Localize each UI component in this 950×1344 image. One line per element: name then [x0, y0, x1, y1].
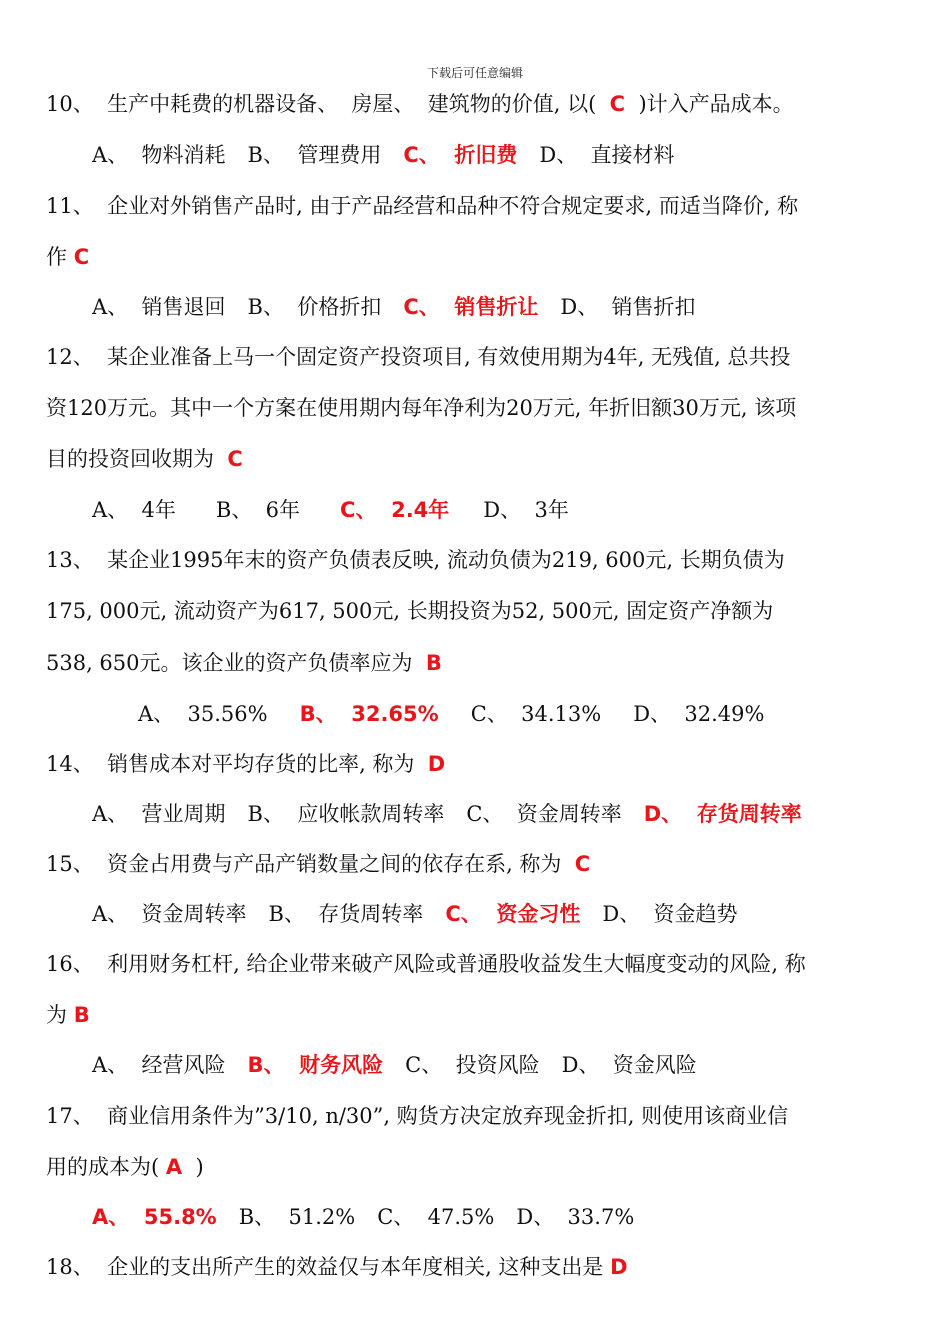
- question-13-answer: B: [425, 651, 442, 675]
- question-10-text-end: )计入产品成本。: [625, 92, 794, 116]
- option-a: A、 物料消耗: [92, 143, 226, 167]
- question-16-options: [92, 1051, 719, 1079]
- option-d: D、 销售折扣: [560, 295, 696, 319]
- option-b-correct: B、 财务风险: [247, 1053, 384, 1077]
- question-17-text-end: ): [182, 1155, 204, 1179]
- question-12-answer: C: [227, 447, 243, 471]
- option-b: B、 6年: [215, 498, 301, 522]
- option-d: D、 33.7%: [516, 1205, 635, 1229]
- question-13-line-2: 175, 000元, 流动资产为617, 500元, 长期投资为52, 500元, 固定资产净额为: [46, 599, 774, 623]
- question-12-text: 目的投资回收期为: [46, 447, 228, 471]
- option-b: B、 价格折扣: [247, 295, 382, 319]
- question-11-options: [92, 293, 718, 321]
- option-a: A、 销售退回: [92, 295, 226, 319]
- question-15-line-1: [46, 850, 590, 878]
- question-15-text: 15、 资金占用费与产品产销数量之间的依存在系, 称为: [46, 852, 575, 876]
- option-d: D、 3年: [483, 498, 569, 522]
- question-13-options: [138, 700, 786, 728]
- question-16-line-1: 16、 利用财务杠杆, 给企业带来破产风险或普通股收益发生大幅度变动的风险, 称: [46, 952, 806, 976]
- option-b: B、 管理费用: [247, 143, 382, 167]
- question-14-options: [92, 800, 824, 828]
- question-18-text: 18、 企业的支出所产生的效益仅与本年度相关, 这种支出是: [46, 1255, 611, 1279]
- option-c-correct: C、 2.4年: [340, 498, 450, 522]
- question-15-options: [92, 900, 760, 928]
- option-c-correct: C、 资金习性: [445, 902, 581, 926]
- option-c: C、 34.13%: [470, 702, 602, 726]
- question-14-answer: D: [427, 752, 446, 776]
- question-16-text: 为: [46, 1003, 74, 1027]
- question-18-line-1: [46, 1253, 628, 1281]
- question-13-text: 538, 650元。该企业的资产负债率应为: [46, 651, 426, 675]
- option-b-correct: B、 32.65%: [299, 702, 439, 726]
- question-16-line-2: [46, 1001, 90, 1029]
- question-18-answer: D: [610, 1255, 628, 1279]
- question-11-text: 作: [46, 245, 74, 269]
- option-c: C、 47.5%: [377, 1205, 495, 1229]
- option-a: A、 资金周转率: [92, 902, 247, 926]
- option-c-correct: C、 销售折让: [403, 295, 539, 319]
- option-a: A、 35.56%: [138, 702, 268, 726]
- question-13-line-3: [46, 649, 442, 677]
- option-b: B、 51.2%: [238, 1205, 356, 1229]
- question-10-text: 10、 生产中耗费的机器设备、 房屋、 建筑物的价值, 以(: [46, 92, 610, 116]
- option-a: A、 4年: [92, 498, 176, 522]
- option-c: C、 资金周转率: [466, 802, 622, 826]
- question-17-answer: A: [165, 1155, 183, 1179]
- option-d: D、 32.49%: [633, 702, 765, 726]
- question-11-answer: C: [73, 245, 90, 269]
- question-12-line-3: [46, 445, 243, 473]
- option-b: B、 存货周转率: [268, 902, 424, 926]
- question-12-line-2: 资120万元。其中一个方案在使用期内每年净利为20万元, 年折旧额30万元, 该项: [46, 396, 797, 420]
- question-13-line-1: 13、 某企业1995年末的资产负债表反映, 流动负债为219, 600元, 长期负债为: [46, 548, 785, 572]
- option-a-correct: A、 55.8%: [92, 1205, 217, 1229]
- question-12-options: [92, 496, 591, 524]
- question-17-line-1: 17、 商业信用条件为”3/10, n/30”, 购货方决定放弃现金折扣, 则使用该商业信: [46, 1104, 789, 1128]
- question-17-text: 用的成本为(: [46, 1155, 166, 1179]
- option-b: B、 应收帐款周转率: [247, 802, 445, 826]
- question-14-text: 14、 销售成本对平均存货的比率, 称为: [46, 752, 428, 776]
- question-14-line-1: [46, 750, 445, 778]
- question-17-options: [92, 1203, 656, 1231]
- question-16-answer: B: [73, 1003, 90, 1027]
- question-17-line-2: [46, 1153, 204, 1181]
- question-10-options: [92, 141, 697, 169]
- option-d-correct: D、 存货周转率: [643, 802, 802, 826]
- option-c-correct: C、 折旧费: [403, 143, 518, 167]
- question-11-line-1: 11、 企业对外销售产品时, 由于产品经营和品种不符合规定要求, 而适当降价, 称: [46, 194, 799, 218]
- option-a: A、 营业周期: [92, 802, 226, 826]
- option-d: D、 资金风险: [561, 1053, 697, 1077]
- question-15-answer: C: [574, 852, 591, 876]
- option-c: C、 投资风险: [405, 1053, 540, 1077]
- question-11-line-2: [46, 243, 89, 271]
- option-d: D、 直接材料: [539, 143, 675, 167]
- option-d: D、 资金趋势: [602, 902, 738, 926]
- page-header: 下载后可任意编辑: [426, 66, 523, 80]
- question-10: [46, 90, 794, 118]
- question-10-answer: C: [609, 92, 626, 116]
- question-12-line-1: 12、 某企业准备上马一个固定资产投资项目, 有效使用期为4年, 无残值, 总共投: [46, 345, 791, 369]
- option-a: A、 经营风险: [92, 1053, 226, 1077]
